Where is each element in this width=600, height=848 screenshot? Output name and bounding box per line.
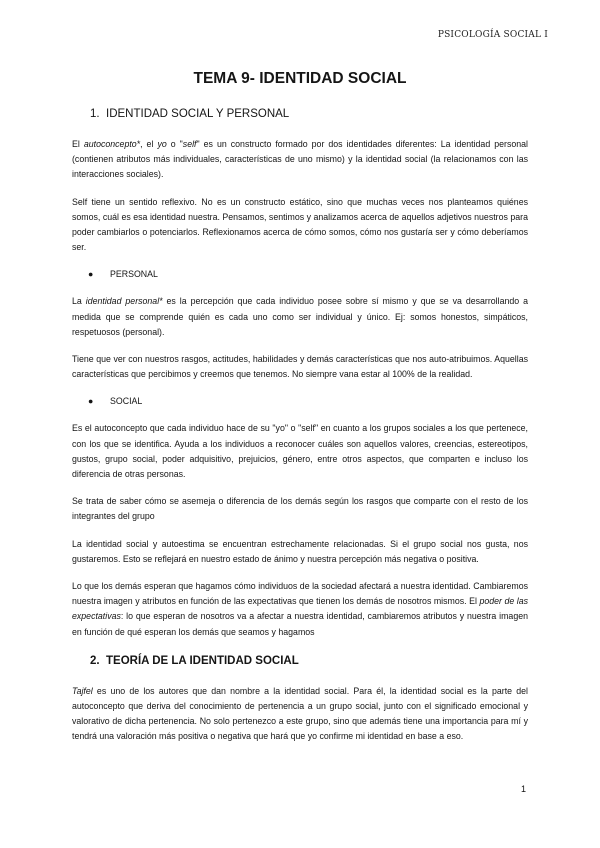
text-run: El [72,139,84,149]
page-title: TEMA 9- IDENTIDAD SOCIAL [193,70,407,87]
paragraph-autoestima: La identidad social y autoestima se encuentran estrechamente relacionadas. Si el grupo social nos gusta, nos gustaremos. Esto se reflejará en nuestro estado de ánimo y nuestra percepción más negativa o positiva. [72,538,528,564]
running-header: PSICOLOGÍA SOCIAL I [437,30,548,40]
term-poder-expectativas: poder de las expectativas [72,596,528,622]
text-run: , el [140,139,158,149]
text-run: o " [166,139,183,149]
term-identidad-personal: identidad personal* [85,296,163,307]
section-title: TEORÍA DE LA IDENTIDAD SOCIAL [106,654,299,667]
bullet-icon: ● [88,269,94,280]
text-run: es uno de los autores que dan nombre a la identidad social. Para él, la identidad social es la parte del autoconcepto que deriva del conocimiento de pertenencia a un grupo social, junto con el significado emocional y valorativo de dicha pertenencia. No solo pertenezco a este grupo, sino que además tiene una importancia para mí y tendrá una valoración más positiva o negativa que hará que yo confirme mi identidad en base a eso. [72,685,528,742]
text-run: " es un constructo formado por dos identidades diferentes: La identidad personal (contienen atributos más individuales, características de uno mismo) y la identidad social (la relacionamos con las interacciones sociales). [72,139,528,180]
bullet-label: PERSONAL [110,269,158,280]
paragraph-autoconcepto [72,137,528,183]
text-run: La [72,296,86,307]
paragraph-identidad-personal [72,294,528,340]
paragraph-self: Self tiene un sentido reflexivo. No es un constructo estático, sino que muchas veces nos planteamos quiénes somos, cuál es esa identidad nuestra. Pensamos, sentimos y analizamos acerca de aquellos adjetivos nuestros para poder cambiarlos o potenciarlos. Reflexionamos acerca de cómo somos, cómo nos gustaría ser y cómo deberíamos ser. [72,196,528,253]
text-run: Lo que los demás esperan que hagamos cómo individuos de la sociedad afectará a nuestra identidad. Cambiaremos nuestra imagen y atributos en función de las expectativas que tienen los demás de nosotros mismos. El [72,581,528,607]
paragraph-rasgos: Tiene que ver con nuestros rasgos, actitudes, habilidades y demás características que nos auto-atribuimos. Aquellas características que percibimos y creemos que tenemos. No siempre vana estar al 100% de la realidad. [72,354,528,380]
paragraph-expectativas [72,579,528,640]
text-run: es la percepción que cada individuo posee sobre sí mismo y que se va desarrollando a medida que se comprende quién es cada uno como ser individual y único. Ej: somos honestos, simpáticos, respetuosos (personal). [72,296,529,337]
section-title: IDENTIDAD SOCIAL Y PERSONAL [106,108,290,120]
document-body [72,68,528,757]
bullet-personal [88,267,528,282]
paragraph-tajfel [72,684,528,745]
term-self: self [182,139,197,149]
text-run: : lo que esperan de nosotros va a afectar a nuestra identidad, cambiaremos atributos y nuestra imagen en función de qué esperan los demás que seamos y hagamos [72,611,528,637]
bullet-social [88,394,528,409]
bullet-label: SOCIAL [110,396,143,407]
section-number: 1. [90,108,100,120]
section-heading-2 [90,652,528,670]
page-number: 1 [520,784,526,794]
paragraph-autoconcepto-social: Es el autoconcepto que cada individuo hace de su "yo" o "self" en cuanto a los grupos sociales a los que pertenece, con los que se identifica. Ayuda a los individuos a reconocer cuáles son aquellos valores, creencias, estereotipos, gustos, grupo social, poder adquisitivo, prejuicios, género, entre otros aspectos, que comparten e incluso los diferencia de otras personas. [72,423,528,480]
bullet-icon: ● [88,396,94,407]
paragraph-semejanza: Se trata de saber cómo se asemeja o diferencia de los demás según los rasgos que comparte con el resto de los integrantes del grupo [72,496,528,522]
section-number: 2. [90,654,100,667]
term-yo: yo [157,139,167,149]
section-heading-1 [90,105,528,123]
term-tajfel: Tajfel [72,685,93,696]
term-autoconcepto: autoconcepto* [83,139,141,149]
